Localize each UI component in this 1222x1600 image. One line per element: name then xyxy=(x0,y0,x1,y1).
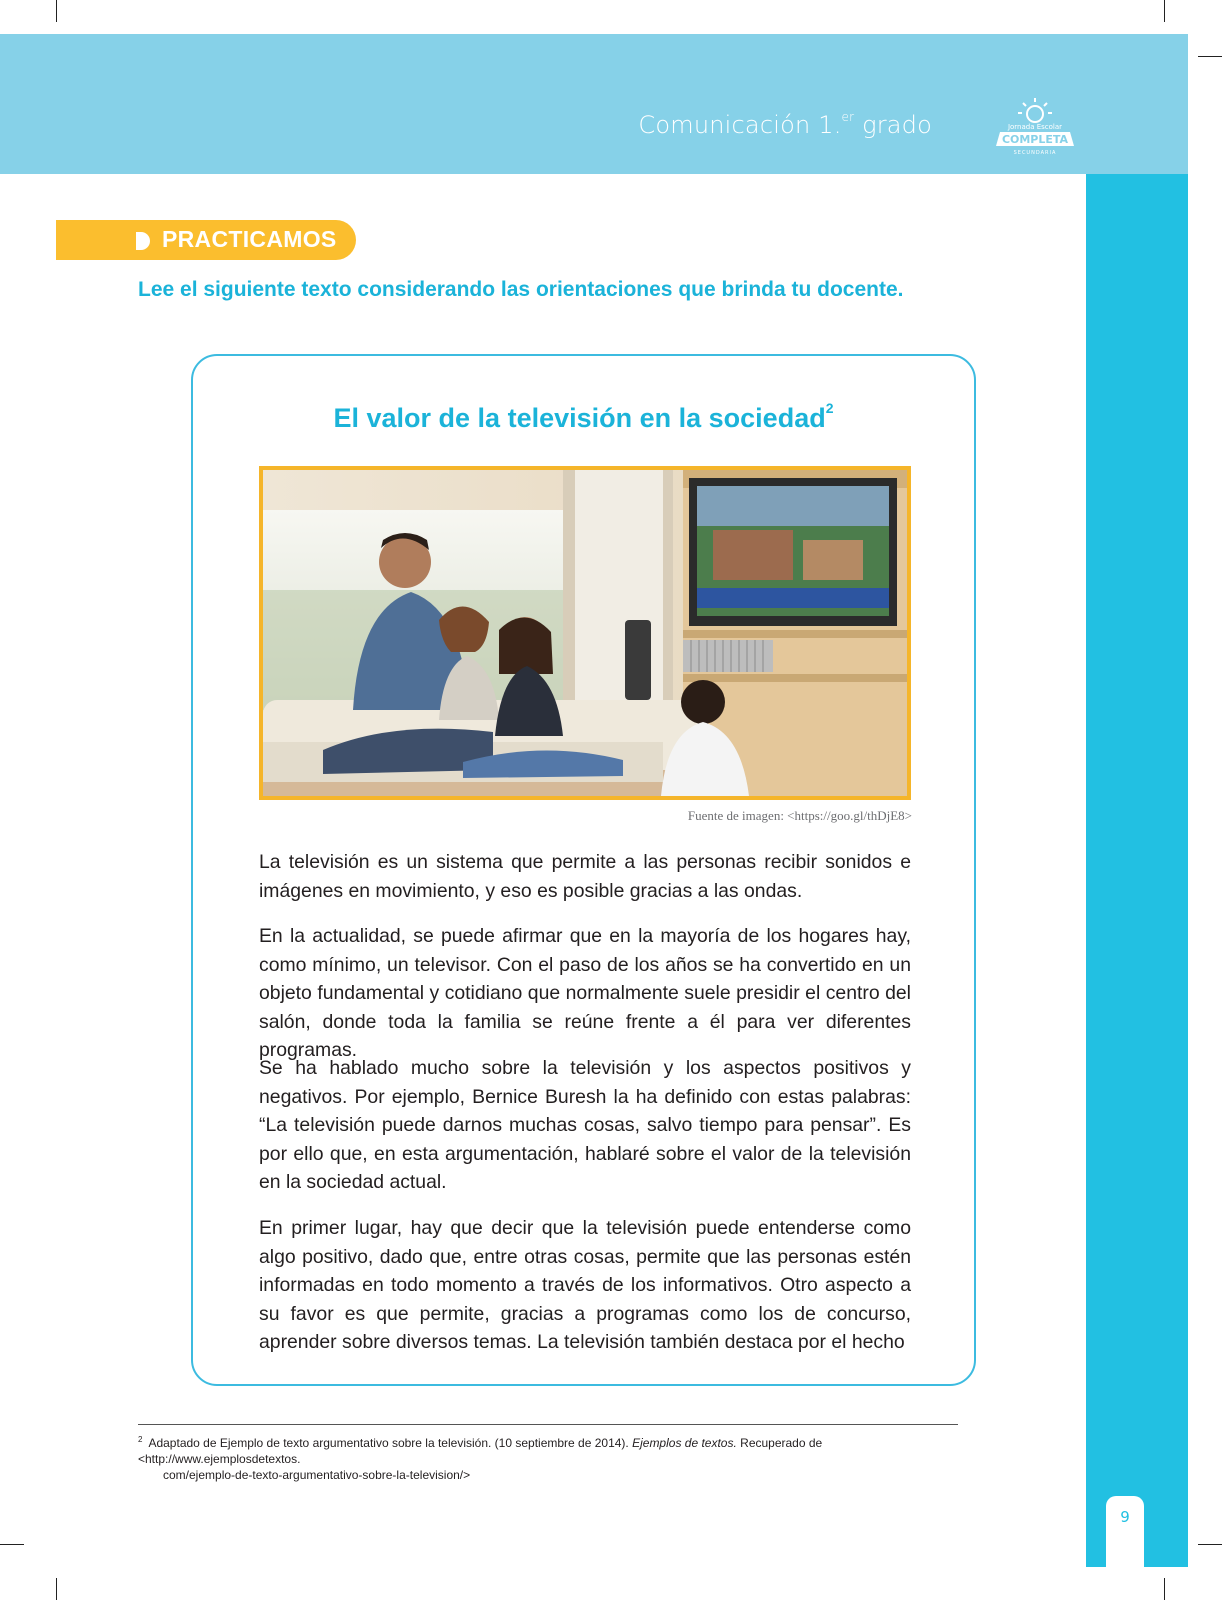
logo-main-text: COMPLETA xyxy=(1001,133,1069,146)
page-number: 9 xyxy=(1120,1508,1130,1526)
subject-title: Comunicación 1.$^{er}$ grado xyxy=(638,110,932,139)
reading-box xyxy=(191,354,976,1386)
instruction-text: Lee el siguiente texto considerando las orientaciones que brinda tu docente. xyxy=(138,278,904,301)
footnote xyxy=(138,1432,958,1483)
photo-credit: Fuente de imagen: <https://goo.gl/thDjE8> xyxy=(687,808,912,823)
logo-bottom-text: SECUNDARIA xyxy=(1013,150,1057,156)
crop-mark xyxy=(1198,56,1222,57)
reading-paragraph: En primer lugar, hay que decir que la televisión puede entenderse como algo positivo, dado que, entre otras cosas, permite que las personas estén informadas en todo momento a través de los informativos. Otro aspecto a su favor es que permite, gracias a programas como los de concurso, aprender sobre diversos temas. La televisión también destaca por el hecho xyxy=(259,1217,911,1354)
reading-title: El valor de la televisión en la sociedad$^2$ xyxy=(333,400,834,433)
footnote-number: 2 xyxy=(138,1435,143,1444)
reading-paragraph: En la actualidad, se puede afirmar que en la mayoría de los hogares hay, como mínimo, un televisor. Con el paso de los años se ha convertido en un objeto fundamental y cotidiano que normalmente suele presidir el centro del salón, donde toda la familia se reúne frente a él para ver diferentes programas. xyxy=(259,925,911,1062)
family-tv-photo xyxy=(259,466,911,800)
crop-mark xyxy=(1164,0,1165,22)
crop-mark xyxy=(56,1578,57,1600)
footnote-text-after: Recuperado de <http://www.ejemplosdetextos. xyxy=(138,1436,823,1466)
jornada-completa-logo xyxy=(992,96,1078,158)
crop-mark xyxy=(1164,1578,1165,1600)
reading-paragraph: Se ha hablado mucho sobre la televisión y los aspectos positivos y negativos. Por ejemplo, Bernice Buresh la ha definido con estas palabras: “La televisión puede darnos muchas cosas, salvo tiempo para pensar”. Es por ello que, en esta argumentación, hablaré sobre el valor de la televisión en la sociedad actual. xyxy=(259,1057,911,1194)
footnote-divider xyxy=(138,1424,958,1425)
label-marker-icon xyxy=(136,232,150,250)
footnote-source-title: Ejemplos de textos. xyxy=(632,1436,737,1450)
reading-paragraph: La televisión es un sistema que permite a las personas recibir sonidos e imágenes en movimiento, y eso es posible gracias a las ondas. xyxy=(259,851,911,902)
crop-mark xyxy=(56,0,57,22)
logo-top-text: Jornada Escolar xyxy=(1007,123,1063,131)
crop-mark xyxy=(1198,1544,1222,1545)
section-label-text: PRACTICAMOS xyxy=(162,226,337,252)
family-tv-illustration xyxy=(263,470,907,796)
section-label xyxy=(56,220,356,260)
footnote-url: com/ejemplo-de-texto-argumentativo-sobre-la-television/> xyxy=(163,1468,471,1482)
crop-mark xyxy=(0,1544,24,1545)
footnote-text: Adaptado de Ejemplo de texto argumentativo sobre la televisión. (10 septiembre de 2014). xyxy=(148,1436,633,1450)
side-bar xyxy=(1086,174,1188,1567)
